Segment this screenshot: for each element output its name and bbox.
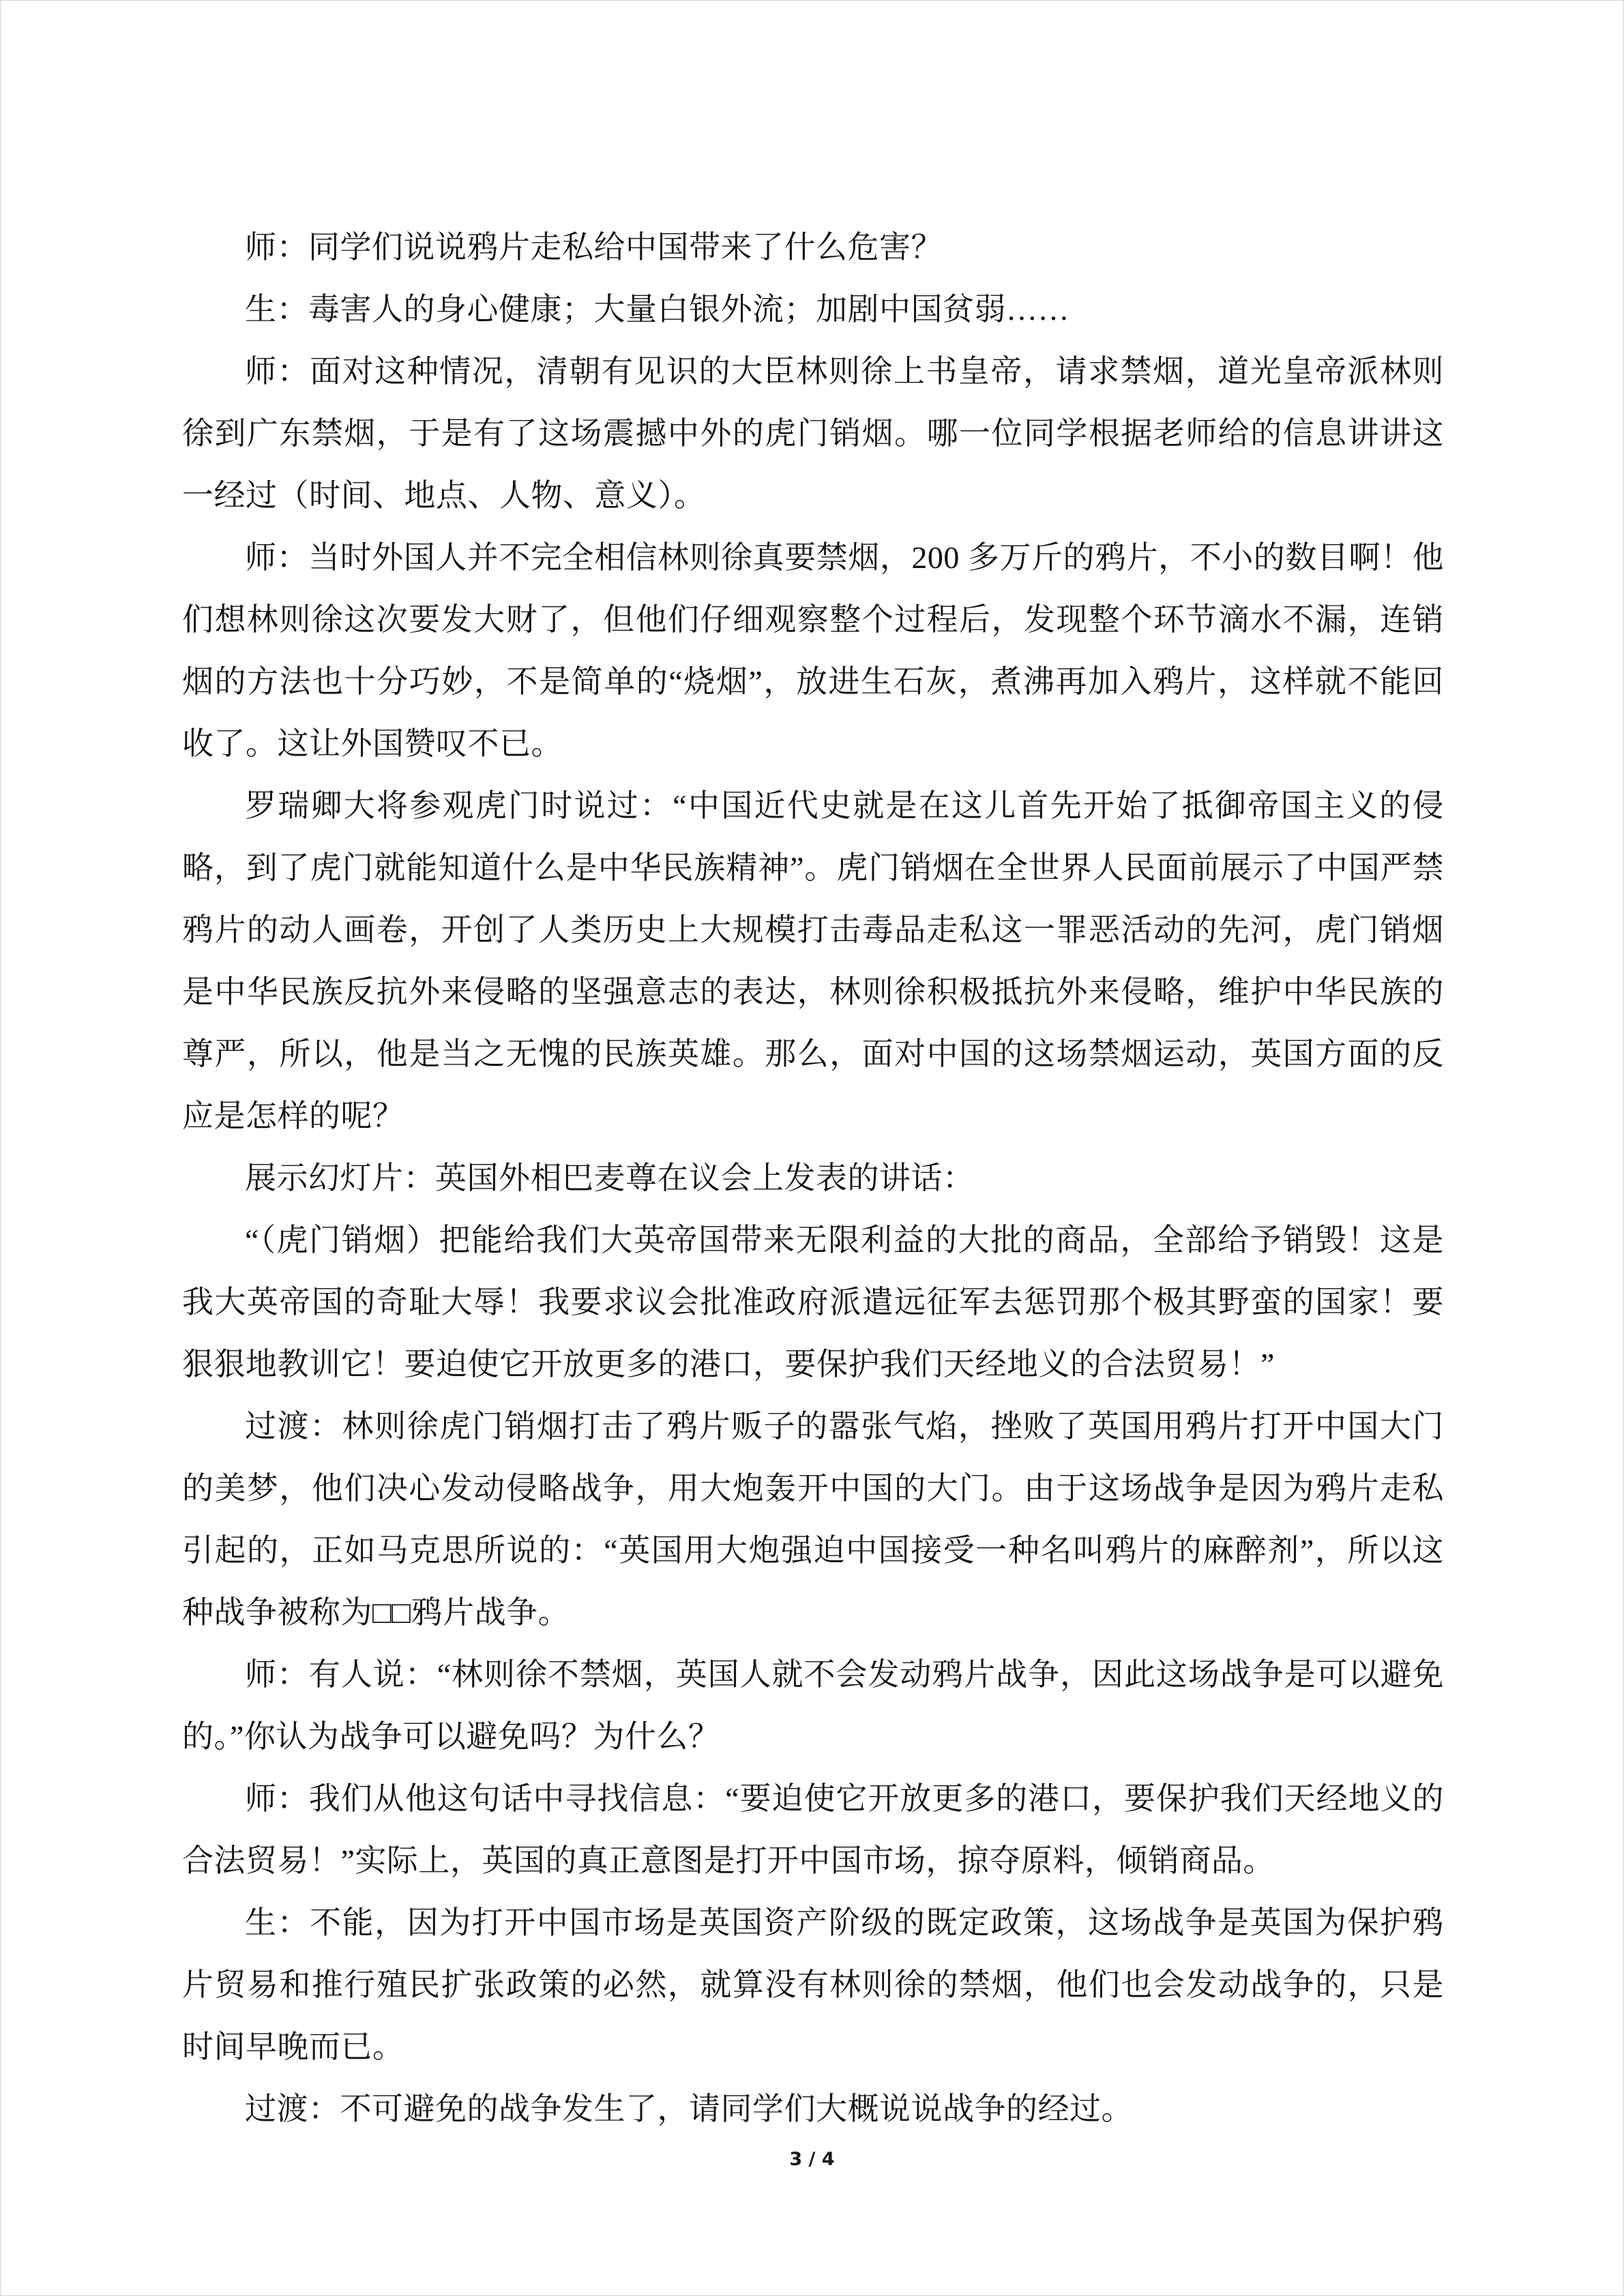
paragraph: 师：同学们说说鸦片走私给中国带来了什么危害？ [245,230,943,265]
paragraph: 生：毒害人的身心健康；大量白银外流；加剧中国贫弱…… [245,292,1069,327]
paragraph: 师：面对这种情况，清朝有见识的大臣林则徐上书皇帝，请求禁烟，道光皇帝派林则徐到广东禁烟，于是有了这场震撼中外的虎门销烟。哪一位同学根据老师给的信息讲讲这一经过（时间、地点、人物、意义）。 [182,354,1444,513]
paragraph: “（虎门销烟）把能给我们大英帝国带来无限利益的大批的商品，全部给予销毁！这是我大英帝国的奇耻大辱！我要求议会批准政府派遣远征军去惩罚那个极其野蛮的国家！要狠狠地教训它！要迫使它开放更多的港口，要保护我们天经地义的合法贸易！” [182,1223,1444,1382]
paragraph: 展示幻灯片：英国外相巴麦尊在议会上发表的讲话： [245,1161,975,1195]
document-body [182,216,1444,2140]
paragraph: 过渡：林则徐虎门销烟打击了鸦片贩子的嚣张气焰，挫败了英国用鸦片打开中国大门的美梦，他们决心发动侵略战争，用大炮轰开中国的大门。由于这场战争是因为鸦片走私引起的，正如马克思所说的：“英国用大炮强迫中国接受一种名叫鸦片的麻醉剂”，所以这种战争被称为□□鸦片战争。 [182,1409,1444,1630]
paragraph: 过渡：不可避免的战争发生了，请同学们大概说说战争的经过。 [245,2091,1133,2126]
paragraph: 师：我们从他这句话中寻找信息：“要迫使它开放更多的港口，要保护我们天经地义的合法贸易！”实际上，英国的真正意图是打开中国市场，掠夺原料，倾销商品。 [182,1781,1444,1878]
page-number: 3 / 4 [789,2149,835,2170]
paragraph: 罗瑞卿大将参观虎门时说过：“中国近代史就是在这儿首先开始了抵御帝国主义的侵略，到了虎门就能知道什么是中华民族精神”。虎门销烟在全世界人民面前展示了中国严禁鸦片的动人画卷，开创了人类历史上大规模打击毒品走私这一罪恶活动的先河，虎门销烟是中华民族反抗外来侵略的坚强意志的表达，林则徐积极抵抗外来侵略，维护中华民族的尊严，所以，他是当之无愧的民族英雄。那么，面对中国的这场禁烟运动，英国方面的反应是怎样的呢？ [182,788,1444,1133]
paragraph: 生：不能，因为打开中国市场是英国资产阶级的既定政策，这场战争是英国为保护鸦片贸易和推行殖民扩张政策的必然，就算没有林则徐的禁烟，他们也会发动战争的，只是时间早晚而已。 [182,1905,1444,2064]
paragraph: 师：有人说：“林则徐不禁烟，英国人就不会发动鸦片战争，因此这场战争是可以避免的。”你认为战争可以避免吗？为什么？ [182,1657,1444,1754]
paragraph: 师：当时外国人并不完全相信林则徐真要禁烟，200 多万斤的鸦片，不小的数目啊！他们想林则徐这次要发大财了，但他们仔细观察整个过程后，发现整个环节滴水不漏，连销烟的方法也十分巧妙，不是简单的“烧烟”，放进生石灰，煮沸再加入鸦片，这样就不能回收了。这让外国赞叹不已。 [182,540,1444,761]
